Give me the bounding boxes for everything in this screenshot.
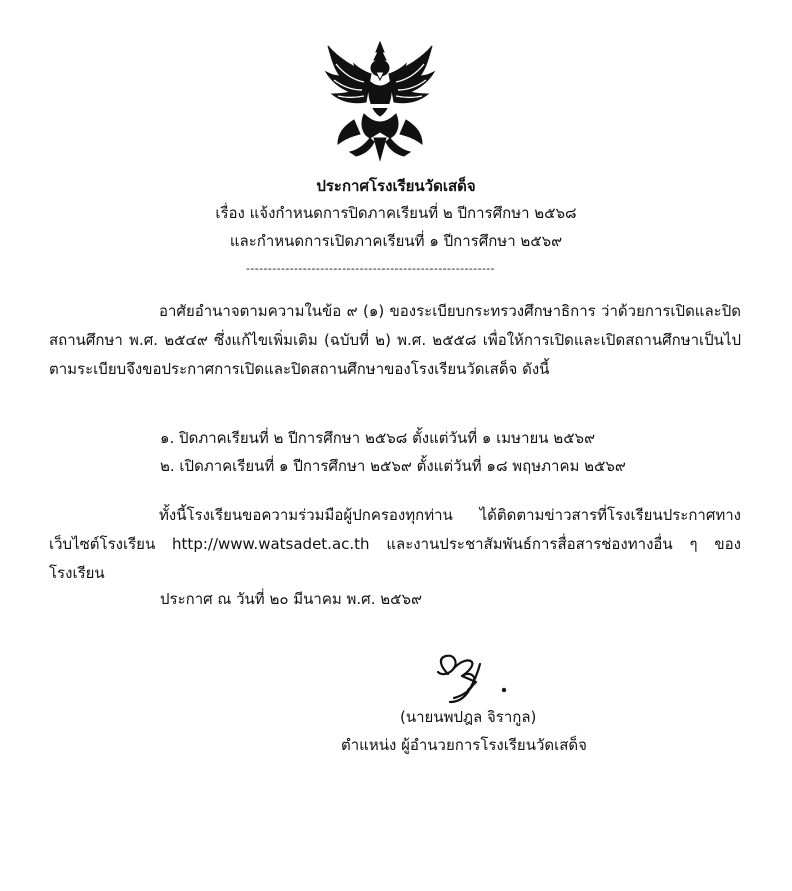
authority-paragraph: อาศัยอำนาจตามความในข้อ ๙ (๑) ของระเบียบกระทรวงศึกษาธิการ ว่าด้วยการเปิดและปิดสถานศึกษา พ.ศ. ๒๕๔๙ ซึ่งแก้ไขเพิ่มเติม (ฉบับที่ ๒) พ.ศ. ๒๕๕๘ เพื่อให้การเปิดและเปิดสถานศึกษาเป็นไปตามระเบียบจึงขอประกาศการเปิดและปิดสถานศึกษาของโรงเรียนวัดเสด็จ ดังนี้	[49, 302, 741, 378]
list-item-close-term: ๑. ปิดภาคเรียนที่ ๒ ปีการศึกษา ๒๕๖๘ ตั้งแต่วันที่ ๑ เมษายน ๒๕๖๙	[160, 429, 596, 447]
signatory-name: (นายนพปฎล จิรากูล)	[400, 708, 537, 726]
cooperation-text-start: ทั้งนี้โรงเรียนขอความร่วมมือผู้ปกครองทุกท่าน ได้ติดตามข่าวสารที่โรงเรียนประกาศทางเว็บไซต์โรงเรียน	[49, 506, 741, 553]
garuda-emblem-icon	[324, 38, 436, 162]
cooperation-text-end: และงานประชาสัมพันธ์การสื่อสารช่องทางอื่น ๆ ของโรงเรียน	[49, 535, 741, 582]
announcement-title: ประกาศโรงเรียนวัดเสด็จ	[316, 177, 476, 195]
school-website-link[interactable]: http://www.watsadet.ac.th	[172, 535, 370, 553]
handwritten-signature-icon	[428, 652, 516, 706]
subject-line-2: และกำหนดการเปิดภาคเรียนที่ ๑ ปีการศึกษา ๒๕๖๙	[229, 232, 563, 250]
signatory-position: ตำแหน่ง ผู้อำนวยการโรงเรียนวัดเสด็จ	[341, 736, 587, 754]
subject-line-1: เรื่อง แจ้งกำหนดการปิดภาคเรียนที่ ๒ ปีการศึกษา ๒๕๖๘	[215, 204, 577, 222]
cooperation-paragraph	[49, 501, 741, 588]
list-item-open-term: ๒. เปิดภาคเรียนที่ ๑ ปีการศึกษา ๒๕๖๙ ตั้งแต่วันที่ ๑๘ พฤษภาคม ๒๕๖๙	[160, 457, 626, 475]
header-divider: ---------------------------------------------------------	[246, 262, 496, 275]
announcement-date: ประกาศ ณ วันที่ ๒๐ มีนาคม พ.ศ. ๒๕๖๙	[160, 590, 422, 608]
